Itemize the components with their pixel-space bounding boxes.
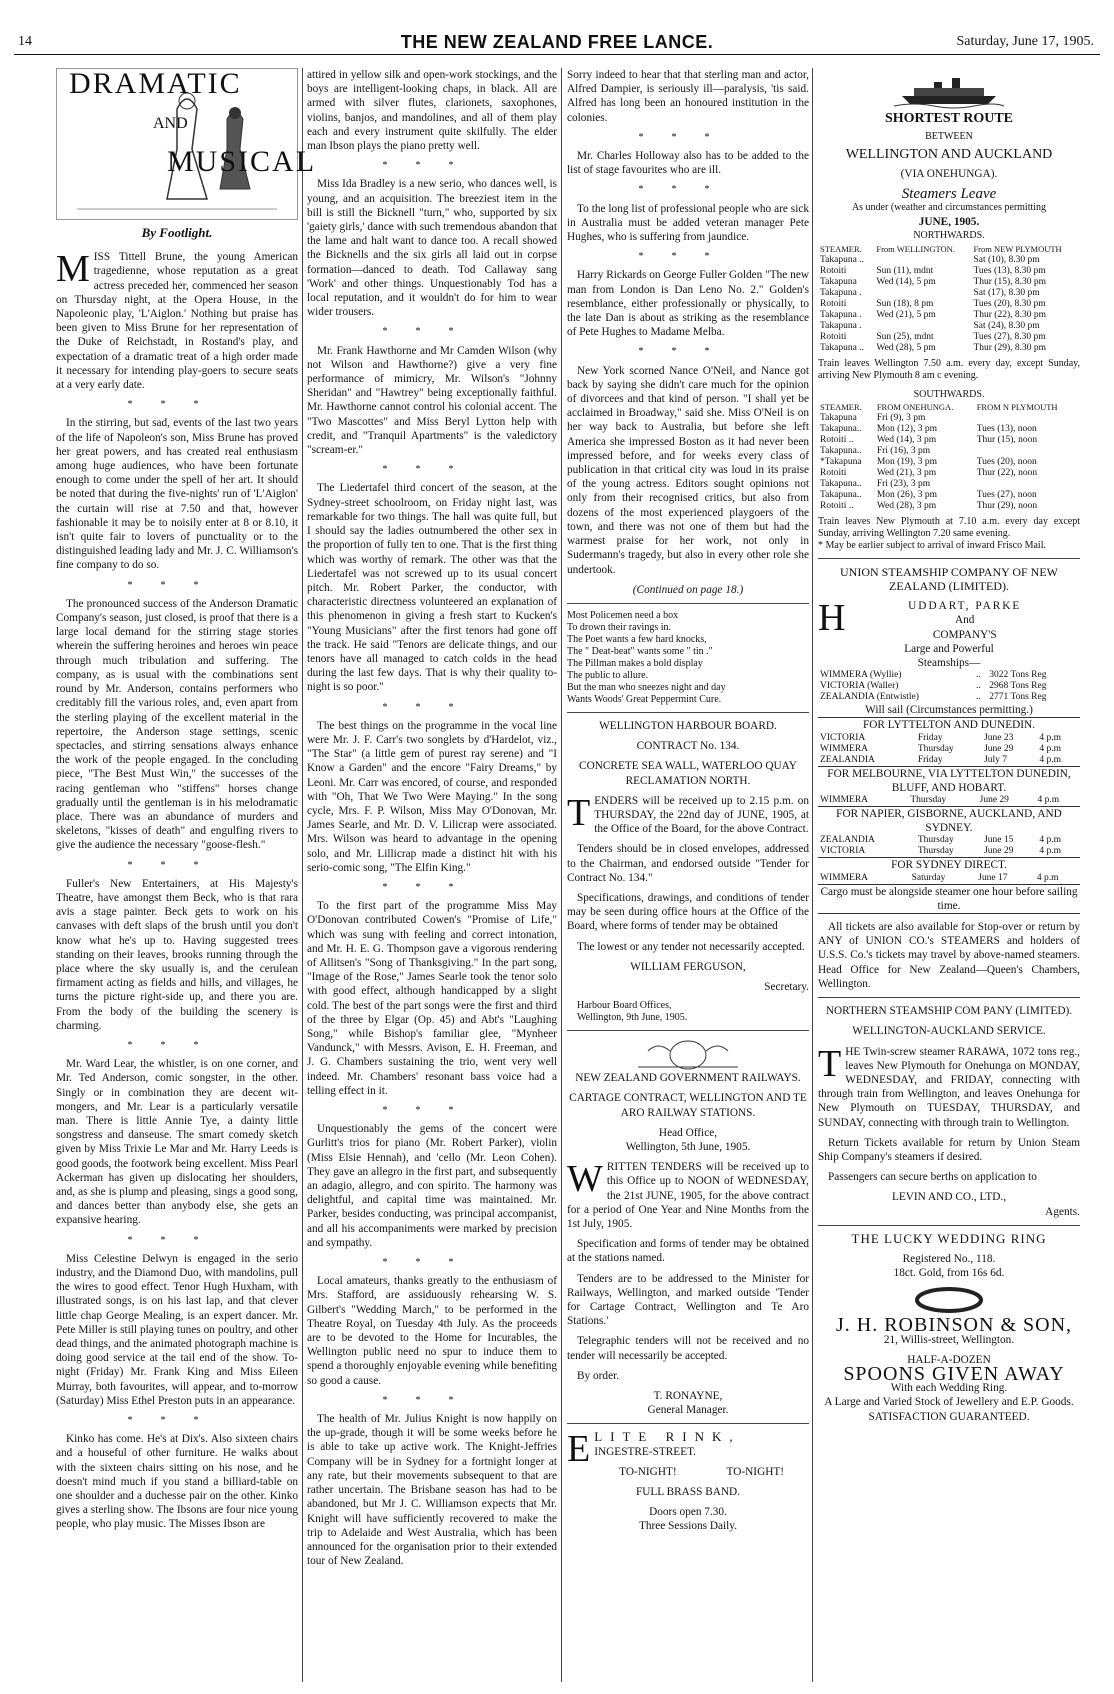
southwards-table: [818, 402, 1080, 512]
drop-cap: T: [818, 1042, 842, 1085]
table-cell: 3022 Tons Reg: [989, 670, 1047, 681]
table-cell: Sat (24), 8.30 pm: [973, 320, 1040, 331]
railways-title: NEW ZEALAND GOVERNMENT RAILWAYS.: [575, 1072, 801, 1085]
train-note: Train leaves New Plymouth at 7.10 a.m. every day except Sunday, arriving Wellington 7.20 same evening.: [818, 515, 1080, 539]
article-paragraph: Sorry indeed to hear that that sterling man and actor, Alfred Dampier, is seriously ill—paralysis, 'tis said. Alfred has long been an honoured institution in the colonies.: [567, 69, 809, 124]
service-paragraph: HE Twin-screw steamer RARAWA, 1072 tons reg., leaves New Plymouth for Onehunga on MONDAY, WEDNESDAY, and FRIDAY, connecting with through train from Wellington, and leaves Onehunga for New Plymouth on TUESDAY, THURSDAY, and SUNDAY, connecting with through train to Wellington.: [818, 1045, 1080, 1129]
fleet-table: [818, 670, 1080, 703]
column-divider: [561, 68, 562, 1682]
southwards-label: SOUTHWARDS.: [913, 388, 985, 400]
article-paragraph: New York scorned Nance O'Neil, and Nance got back by saying she didn't care much for the opinion of divorcees and that kind of person. "I shall yet be acclaimed in Broadway," said she. Miss O'Neil is on her way back to Australia, but before she left America she impressed Boston as it had never been impressed before, and for weeks every class of publication in that critical city was loud in its praise of the young actress. Editors sought opinions not only from their recognised critics, but also from dozens of the most experienced playgoers of the town, and there was not one of them but had the warmest praise for her work, not only in Sudermann's tragedy, but also in every other role she undertook.: [567, 364, 809, 576]
table-cell: Thur (22), 8.30 pm: [973, 309, 1047, 320]
tender-paragraph: The lowest or any tender not necessarily accepted.: [577, 940, 805, 953]
table-row: [818, 468, 1080, 479]
table-row: [818, 332, 1080, 343]
article-paragraph: Local amateurs, thanks greatly to the enthusiasm of Mrs. Stafford, are assiduously rehearsing W. S. Gilbert's "Wedding March," to be performed in the Theatre Royal, on Tuesday 4th July. As the proceeds are to be devoted to the Home for Incurables, the Wellington public need no spur to induce them to spend a thoroughly enjoyable evening while benefiting so good a cause.: [307, 1275, 557, 1387]
table-cell: ..: [975, 681, 981, 692]
article-paragraph: The best things on the programme in the vocal line were Mr. J. F. Carr's two songlets by d'Hardelot, viz., "The Star" (a little gem of purest ray serene) and "I Know a Garden" and the encore "Fairy Dreams," by Leoni. Mr. Carr was encored, of course, and responded with "Oh, That We Two Were Maying." In the song cycle, Mrs. F. P. Wilson, Miss May O'Donovan, Mr. James Searle, and Mr. D. V. Lilicrap were associated. Mrs. Wilson was heard to advantage in the opening solo, and Mr. Lillicrap made a distinct hit with his serio-comic song, "The Elfin King.": [307, 719, 557, 874]
section-separator: ***: [127, 399, 227, 411]
article-paragraph: Mr. Charles Holloway also has to be added to the list of stage favourites who are ill.: [567, 150, 809, 177]
column-divider: [302, 68, 303, 1682]
tender-paragraph: Specifications, drawings, and conditions of tender may be seen during office hours at the Office of the Board, where forms of tender may be obtained: [567, 891, 809, 933]
table-cell: Takapuna..: [820, 478, 862, 489]
tender-paragraph: Tenders should be in closed envelopes, addressed to the Chairman, and endorsed outside "Tender for Contract No. 134.": [567, 843, 809, 884]
table-cell: [975, 413, 1080, 424]
divider: [567, 603, 809, 604]
table-cell: Sat (10), 8.30 pm: [973, 254, 1040, 265]
table-cell: Tues (20), noon: [976, 456, 1037, 467]
office-date: Wellington, 9th June, 1905.: [577, 1012, 688, 1024]
section-separator: ***: [638, 184, 738, 196]
section-separator: ***: [382, 1394, 482, 1406]
table-cell: WIMMERA: [820, 795, 869, 806]
article-paragraph: Miss Celestine Delwyn is engaged in the serio industry, and the Diamond Duo, with mandolins, pull the wires to good effect. Tenor Hugh Huxham, with illustrated songs, is on his last lap, and that clever little chap George Mealing, is an expert dancer. Mr. Pete Miller is still playing tunes on poultry, and other dead things, and the animated photograph machine is doing good service at the tail end of the show. To-night (Friday) Mr. Frank King and Miss Eileen Murray, both favourites, will appear, and to-morrow (Saturday) Miss Ethel Preston puts in an appearance.: [56, 1252, 298, 1407]
article-paragraph: attired in yellow silk and open-work stockings, and the boys are intelligent-looking chaps, in black. All are armed with silver flutes, clarionets, saxophones, violins, banjos, and mandolines, and all of them play each and every instrument quite skilfully. The elder man Ibson plays the piano pretty well.: [307, 69, 557, 153]
section-separator: ***: [638, 251, 738, 263]
tender-paragraph: RITTEN TENDERS will be received up to this Office up to NOON of WEDNESDAY, the 21st JUNE, 1905, for the above contract for a period of One Year and Nine Months from the 1st July, 1905.: [567, 1161, 809, 1230]
railways-date: Wellington, 5th June, 1905.: [625, 1140, 751, 1153]
table-cell: Takapuna .: [820, 309, 862, 320]
table-cell: WIMMERA (Wyllie): [820, 670, 902, 681]
shortest-route-title: SHORTEST ROUTE: [884, 111, 1014, 126]
divider: [567, 1423, 809, 1424]
section-separator: ***: [382, 1257, 482, 1269]
section-separator: ***: [127, 859, 227, 871]
byline: By Footlight.: [141, 225, 213, 240]
table-row: [818, 457, 1080, 468]
tonight-label: TO-NIGHT!: [619, 1465, 677, 1478]
table-cell: June 17: [978, 872, 1008, 883]
drop-cap: H: [818, 597, 846, 640]
table-cell: 2968 Tons Reg: [989, 681, 1047, 692]
rink-doors: Doors open 7.30.: [649, 1506, 727, 1519]
article-paragraph: Unquestionably the gems of the concert were Gurlitt's trios for piano (Mr. Robert Parker), violin (Miss Elsie Hennah), and 'cello (Mr. Leon Cohen). They gave an allegro in the first part, and subsequently an adagio, allegro, and con spirito. The harmony was delightful, and capital time was maintained. Mr. Parker, besides conducting, was principal accompanist, and all his accompaniments were marked by precision and sympathy.: [307, 1123, 557, 1249]
table-cell: Takapuna: [820, 412, 857, 423]
table-cell: Thur (15), 8.30 pm: [973, 276, 1047, 287]
table-cell: Sun (18), 8 pm: [876, 298, 934, 309]
article-paragraph: The Liedertafel third concert of the season, at the Sydney-street schoolroom, on Friday night last, was remarkable for two things. The hall was quite full, but I should say the ladies outnumbered the other sex in the proportion of fully ten to one. That is the first thing which was worthy of remark. The other was that the Liedertafel was not screwed up to its usual concert pitch. Mr. Robert Parker, the conductor, with characteristic directness volunteered an explanation of this phenomenon in giving a fresh start to Kucken's "Young Musicians" after the first tenors had gone off the track. He said "Tenors are delicate things, and our tenors have all managed to catch colds in the head during the last few days. That is why their quality to-night is so poor.": [307, 482, 557, 694]
route-via: (VIA ONEHUNGA).: [900, 167, 998, 180]
route-title: FOR NAPIER, GISBORNE, AUCKLAND, AND SYDNEY.: [818, 806, 1080, 835]
article-paragraph: Harry Rickards on George Fuller Golden "The new man from London is Dan Leno No. 2." Golden's resemblance, either professionally or physically, to the late Dan is about as striking as the resemblance of Pete Hughes to Madame Melba.: [567, 269, 809, 339]
logo-word-and: AND: [153, 115, 188, 132]
logo-word-dramatic: DRAMATIC: [69, 67, 242, 100]
table-row: [818, 299, 1080, 310]
table-cell: Takapuna: [820, 276, 857, 287]
table-row: [818, 846, 1080, 857]
section-separator: ***: [382, 464, 482, 476]
article-paragraph: Miss Ida Bradley is a new serio, who dances well, is young, and an acquisition. The breeziest item in the bill is still the Bicknell "turn," who, supported by six 'gaiety girls,' dance with such tremendous abandon that the lame and halt want to dance too. A recall showed the Bicknells and the six girls all laid out in corpse formation—danced to death. Tod Callaway sang 'Work' and other things. Unquestionably Tod has a local reputation, and it wouldn't do for him to wear wider trousers.: [307, 178, 557, 319]
table-cell: Takapuna .: [820, 320, 862, 331]
table-row: [818, 310, 1080, 321]
table-row: [818, 795, 1080, 806]
huddart-company: COMPANY'S: [932, 628, 997, 641]
service-paragraph: Return Tickets available for return by Union Steam Ship Company's steamers if desired.: [818, 1136, 1080, 1163]
table-cell: Wed (21), 3 pm: [876, 467, 937, 478]
half-dozen: HALF-A-DOZEN: [907, 1353, 991, 1366]
lucky-ring-title: THE LUCKY WEDDING RING: [851, 1230, 1047, 1246]
cargo-note: Cargo must be alongside steamer one hour before sailing time.: [818, 884, 1080, 914]
table-row: [818, 479, 1080, 490]
table-cell: June 15: [984, 835, 1014, 846]
dramatic-musical-logo: [56, 67, 317, 220]
mail-note: * May be earlier subject to arrival of inward Frisco Mail.: [818, 539, 1046, 551]
poem-line: But the man who sneezes night and day: [567, 681, 726, 693]
masthead: [14, 28, 1100, 55]
table-cell: [975, 446, 1080, 457]
table-cell: Fri (23), 3 pm: [876, 478, 931, 489]
table-header: [818, 244, 1080, 255]
table-cell: ..: [975, 692, 981, 703]
table-cell: Wed (14), 5 pm: [876, 276, 936, 287]
contract-subject: CONCRETE SEA WALL, WATERLOO QUAY RECLAMATION NORTH.: [579, 760, 797, 787]
table-cell: ZEALANDIA: [820, 835, 875, 846]
divider: [818, 558, 1080, 559]
table-cell: Thursday: [917, 835, 954, 846]
column-3: [567, 68, 809, 1682]
table-cell: Wed (21), 5 pm: [876, 309, 936, 320]
article-paragraph: To the first part of the programme Miss May O'Donovan contributed Cowen's "Promise of Life," which was sung with feeling and correct intonation, and Mr. H. E. G. Thompson gave a vigorous rendering of Allitsen's "Song of Thanksgiving." In the part song, "Image of the Rose," James Searle took the tenor solo with good effect, although handicapped by a slight cold. The best of the part songs were the first and third of the three by Elgar (Op. 45) and Abt's "Laughing Song," while Bishop's familiar glee, "Mynheer Vandunck," with Messrs. Avison, E. H. Freeman, and J. G. Chambers sustaining the trio, went very well indeed. Mr. Chambers' resonant bass voice had a telling effect in it.: [307, 900, 557, 1097]
table-row: [818, 681, 1080, 692]
table-row: [818, 255, 1080, 266]
divider: [818, 1225, 1080, 1226]
table-row: [818, 435, 1080, 446]
steamships-label: Steamships—: [917, 657, 981, 670]
drop-cap: W: [567, 1158, 603, 1201]
poem-line: Wants Woods' Great Peppermint Cure.: [567, 693, 722, 705]
huddart-name: UDDART, PARKE: [908, 600, 1022, 613]
table-cell: WIMMERA: [820, 872, 869, 883]
table-cell: Friday: [917, 754, 943, 765]
table-cell: VICTORIA: [820, 846, 866, 857]
peppermint-poem: [567, 610, 809, 706]
table-cell: [975, 479, 1080, 490]
table-cell: [874, 255, 971, 266]
spoons-given-away: SPOONS GIVEN AWAY: [843, 1362, 1065, 1385]
table-row: [818, 446, 1080, 457]
agents-label: Agents.: [1045, 1205, 1080, 1218]
table-row: [818, 744, 1080, 755]
table-cell: 2771 Tons Reg: [989, 692, 1047, 703]
table-cell: Rotoiti: [820, 331, 847, 342]
logo-word-musical: MUSICAL: [167, 145, 317, 178]
large-powerful: Large and Powerful: [904, 642, 994, 655]
article-paragraph: ISS Tittell Brune, the young American tragedienne, whose reputation as a great actress preceded her, commenced her season on Thursday night, at the Opera House, in the Napoleonic play, 'L'Aiglon.' Nothing but praise has been given to Miss Brune for her representation of the Duke of Reichstadt, in Rostand's play, and expectation of a dramatic treat of a high order made it necessary for intending play-goers to secure seats at a very early date.: [56, 251, 298, 392]
page-number: 14: [18, 34, 32, 49]
column-header: FROM ONEHUNGA.: [876, 401, 954, 412]
steamship-icon: [894, 68, 1004, 108]
agent-name: LEVIN AND CO., LTD.,: [891, 1191, 1007, 1204]
table-row: [818, 733, 1080, 744]
section-separator: ***: [382, 326, 482, 338]
route-places: WELLINGTON AND AUCKLAND: [845, 147, 1053, 163]
table-cell: Takapuna..: [820, 445, 862, 456]
route-title: FOR MELBOURNE, VIA LYTTELTON DUNEDIN, BLUFF, AND HOBART.: [818, 766, 1080, 795]
table-cell: Thursday: [917, 743, 954, 754]
table-cell: 4 p.m: [1039, 754, 1062, 765]
table-header: [818, 402, 1080, 413]
huddart-and: And: [954, 614, 975, 627]
section-separator: ***: [638, 131, 738, 143]
table-cell: 4 p.m: [1039, 743, 1062, 754]
signatory-name: T. RONAYNE,: [653, 1390, 723, 1403]
drop-cap: M: [56, 248, 90, 291]
table-cell: 4 p.m: [1037, 795, 1060, 806]
table-cell: Takapuna..: [820, 489, 862, 500]
table-cell: June 29: [984, 846, 1014, 857]
section-separator: ***: [382, 701, 482, 713]
poem-line: The public to allure.: [567, 669, 649, 681]
section-separator: ***: [382, 160, 482, 172]
section-separator: ***: [127, 1234, 227, 1246]
wedding-ring-icon: [909, 1286, 989, 1314]
table-cell: ZEALANDIA: [820, 754, 875, 765]
table-cell: Fri (9), 3 pm: [876, 412, 926, 423]
signatory-role: General Manager.: [647, 1404, 729, 1417]
railways-subject: CARTAGE CONTRACT, WELLINGTON AND TE ARO RAILWAY STATIONS.: [569, 1092, 807, 1119]
table-cell: Thur (22), noon: [976, 467, 1038, 478]
table-cell: 4 p.m: [1036, 872, 1059, 883]
article-paragraph: Kinko has come. He's at Dix's. Also sixteen chairs and a houseful of other furniture. He walks about with the sixteen chairs sitting on his nose, and he doesn't mind much if you stand a billiard-table on one shoulder and a duchesse pair on the other. Kinko gives a sterling show. The Ibsons are four nice young people, who play music. The Misses Ibson are: [56, 1433, 298, 1531]
route-title: FOR LYTTELTON AND DUNEDIN.: [818, 717, 1080, 732]
section-separator: ***: [127, 1415, 227, 1427]
table-cell: Tues (27), 8.30 pm: [973, 331, 1046, 342]
column-header: From NEW PLYMOUTH: [973, 243, 1062, 254]
column-divider: [812, 68, 813, 1682]
jeweller-name: J. H. ROBINSON & SON,: [835, 1314, 1073, 1337]
table-cell: *Takapuna: [820, 456, 862, 467]
tonight-label: TO-NIGHT!: [726, 1465, 785, 1478]
poem-line: The Pillman makes a bold display: [567, 657, 703, 669]
divider: [567, 712, 809, 713]
coat-of-arms-icon: [628, 1037, 748, 1071]
table-cell: Thur (15), noon: [976, 434, 1038, 445]
jewellery-stock: A Large and Varied Stock of Jewellery and E.P. Goods.: [824, 1396, 1074, 1409]
table-row: [818, 413, 1080, 424]
table-cell: ..: [975, 670, 981, 681]
poem-line: Most Policemen need a box: [567, 609, 679, 621]
tender-paragraph: Specification and forms of tender may be obtained at the stations named.: [567, 1238, 809, 1265]
service-paragraph: Passengers can secure berths on application to: [828, 1171, 1037, 1184]
poem-line: The " Deat-beat" wants some " tin .": [567, 645, 713, 657]
ring-price: 18ct. Gold, from 16s 6d.: [893, 1267, 1005, 1280]
table-cell: Sat (17), 8.30 pm: [973, 287, 1040, 298]
weather-note: As under (weather and circumstances permitting: [851, 202, 1047, 214]
article-paragraph: In the stirring, but sad, events of the last two years of the life of Napoleon's son, Miss Brune has proved her great powers, and has created real enthusiasm among huge audiences, who have been fortunate enough to come under the spell of her art. It should be noted that during the five-nights' run of 'L'Aiglon' the curtain will rise at 7.50 and that, however fashionable it may be to noisily enter at 8 or 8.10, it isn't quite fair to lovers of punctuality or to the distinguished leading lady and Mr. J. C. Williamson's fine company to do so.: [56, 417, 298, 572]
divider: [818, 997, 1080, 998]
article-paragraph: The pronounced success of the Anderson Dramatic Company's season, just closed, is proof that there is a large local demand for the stirring stage stories wherein the suffering heroines and heroes win peace through much tribulation and suffering. The company, as is usual with the combinations sent round by Mr. Anderson, contains performers who creditably fill the various roles, and, even apart from the sterling playing of the excellent material in the repertoire, the Anderson stage settings, scenic spectacles, and stirring sensations always enhance the work of the people engaged. In the concluding piece, "The Best Must Win," the successes of the racing gentleman who "stiffens" horses change gradually until the gentleman is in his melodramatic place. There was an abundance of murders and skeletons, "kisses of death" and engulfing rivers to give the audience the necessary "goose-flesh.": [56, 597, 298, 852]
table-cell: Rotoiti ..: [820, 434, 854, 445]
table-cell: Tues (27), noon: [976, 489, 1037, 500]
table-cell: June 23: [984, 732, 1014, 743]
poem-line: The Poet wants a few hard knocks,: [567, 633, 707, 645]
table-cell: Thursday: [917, 846, 954, 857]
column-header: STEAMER.: [820, 243, 862, 254]
table-row: [818, 755, 1080, 766]
table-cell: WIMMERA: [820, 743, 869, 754]
table-cell: 4 p.m: [1039, 732, 1062, 743]
table-cell: Mon (12), 3 pm: [876, 423, 937, 434]
continued-note: (Continued on page 18.): [632, 583, 744, 596]
article-paragraph: To the long list of professional people who are sick in Australia must be added veteran manager Pete Hughes, who is suffering from jaundice.: [567, 202, 809, 244]
table-cell: Mon (26), 3 pm: [876, 489, 937, 500]
tickets-note: All tickets are also available for Stop-over or return by ANY of UNION CO.'s STEAMERS and holders of U.S.S. Co.'s tickets may travel by above-named steamers. Head Office for New Zealand—Queen's Chambers, Wellington.: [818, 921, 1080, 990]
table-cell: VICTORIA (Waller): [820, 681, 899, 692]
with-each-ring: With each Wedding Ring.: [890, 1382, 1008, 1395]
schedule-month: JUNE, 1905.: [918, 216, 980, 229]
contract-number: CONTRACT No. 134.: [636, 740, 740, 753]
table-cell: 4 p.m: [1039, 835, 1062, 846]
signatory-role: Secretary.: [764, 980, 809, 993]
table-cell: Takapuna .: [820, 287, 862, 298]
northwards-label: NORTHWARDS.: [913, 230, 985, 242]
head-office: Head Office,: [658, 1126, 718, 1139]
poem-line: To drown their ravings in.: [567, 621, 672, 633]
drop-cap: T: [567, 791, 591, 834]
table-cell: Sun (11), mdnt: [876, 265, 934, 276]
table-cell: Friday: [917, 732, 943, 743]
table-row: [818, 501, 1080, 512]
office-address: Harbour Board Offices,: [577, 1000, 672, 1012]
table-cell: Fri (16), 3 pm: [876, 445, 931, 456]
divider: [567, 1030, 809, 1031]
rink-band: FULL BRASS BAND.: [635, 1486, 741, 1499]
ring-registration: Registered No., 118.: [902, 1252, 996, 1265]
table-cell: Rotoiti: [820, 265, 847, 276]
table-cell: Thur (29), 8.30 pm: [973, 342, 1047, 353]
column-2: [307, 68, 557, 1682]
table-cell: Takapuna..: [820, 423, 862, 434]
table-row: [818, 873, 1080, 884]
signatory-name: WILLIAM FERGUSON,: [630, 960, 746, 973]
table-row: [818, 424, 1080, 435]
by-order: By order.: [577, 1369, 620, 1382]
table-row: [818, 343, 1080, 354]
union-steamship-title: UNION STEAMSHIP COMPANY OF NEW ZEALAND (LIMITED).: [839, 564, 1059, 594]
table-row: [818, 490, 1080, 501]
harbour-board-title: WELLINGTON HARBOUR BOARD.: [599, 719, 777, 732]
train-note: Train leaves Wellington 7.50 a.m. every day, except Sunday, arriving New Plymouth 8 am c evening.: [818, 357, 1080, 381]
rink-address: INGESTRE-STREET.: [594, 1445, 696, 1458]
section-separator: ***: [127, 579, 227, 591]
rink-tonight-row: [594, 1465, 809, 1479]
article-paragraph: The health of Mr. Julius Knight is now happily on the up-grade, though it will be some weeks before he is able to take up active work. The Knight-Jeffries Company will be in Sydney for a fortnight longer at any rate, but their movements subsequent to that are rather uncertain. The Brisbane season has had to be abandoned, but Mr J. C. Williamson expects that Mr. Knight will have sufficiently recovered to make the trip to Adelaide and West Australia, which has been announced for the organisation prior to their extended tour of New Zealand.: [307, 1413, 557, 1568]
table-cell: Mon (19), 3 pm: [876, 456, 937, 467]
table-cell: Rotoiti ..: [820, 500, 854, 511]
table-cell: Saturday: [911, 872, 946, 883]
table-cell: Wed (28), 5 pm: [876, 342, 936, 353]
newspaper-title: THE NEW ZEALAND FREE LANCE.: [400, 32, 714, 52]
route-table: [818, 835, 1080, 857]
jeweller-address: 21, Willis-street, Wellington.: [883, 1333, 1015, 1346]
column-1: [56, 67, 317, 1682]
will-sail: Will sail (Circumstances permitting.): [865, 704, 1033, 717]
rink-sessions: Three Sessions Daily.: [638, 1520, 738, 1533]
section-separator: ***: [127, 1039, 227, 1051]
table-cell: [874, 321, 971, 332]
table-cell: VICTORIA: [820, 732, 866, 743]
table-row: [818, 670, 1080, 681]
tender-paragraph: ENDERS will be received up to 2.15 p.m. on THURSDAY, the 22nd day of JUNE, 1905, at the Office of the Board, for the above Contract.: [594, 794, 809, 836]
table-cell: Thursday: [910, 795, 947, 806]
route-table: [818, 795, 1080, 806]
table-cell: Rotoiti: [820, 467, 847, 478]
steamers-leave: Steamers Leave: [901, 185, 997, 202]
table-cell: July 7: [984, 754, 1008, 765]
table-row: [818, 277, 1080, 288]
column-4: [818, 68, 1080, 1682]
article-paragraph: Mr. Frank Hawthorne and Mr Camden Wilson (why not Wilson and Hawthorne?) give a very fine performance of mimicry, Mr. Wilson's "Johnny Sheridan" and "Hawtrey" being exceptionally faithful. Mr. Hawthorne cannot control his colonial accent. The "Two Mascottes" and Miss Beryl Lytton help with credit, and "Tranquil Apartments" is the valedictory "scream-er.": [307, 344, 557, 457]
route-title: FOR SYDNEY DIRECT.: [818, 857, 1080, 872]
table-cell: 4 p.m: [1039, 846, 1062, 857]
table-cell: Takapuna ..: [820, 254, 864, 265]
table-cell: Thur (29), noon: [976, 500, 1038, 511]
northwards-table: [818, 244, 1080, 354]
drop-cap: E: [567, 1428, 591, 1471]
table-cell: Wed (14), 3 pm: [876, 434, 937, 445]
column-header: STEAMER.: [820, 401, 862, 412]
table-cell: [874, 288, 971, 299]
table-cell: June 29: [984, 743, 1014, 754]
northern-steamship-title: NORTHERN STEAMSHIP COM PANY (LIMITED).: [825, 1005, 1073, 1018]
article-paragraph: Mr. Ward Lear, the whistler, is on one corner, and Mr. Ted Anderson, comic songster, in the other. Singly or in combination they are decent wit-mongers, and Mr. Lear is a particularly versatile man. There is little Annie Tye, a dainty little songstress and danseuse. The smart comedy sketch given by Miss Trixie Le Mar and Mr. Harry Leeds is good goods, the footwork being excellent. Miss Pearl Ackerman has given up dislocating her shoulders, and, as she is plump and pleasing, sings a good song, and dances better than anybody else, she gets an expansive hearing.: [56, 1058, 298, 1227]
table-cell: Tues (20), 8.30 pm: [973, 298, 1046, 309]
table-cell: Wed (28), 3 pm: [876, 500, 937, 511]
table-row: [818, 266, 1080, 277]
table-cell: Tues (13), noon: [976, 423, 1037, 434]
tender-paragraph: Tenders are to be addressed to the Minister for Railways, Wellington, and marked outside 'Tender for Cartage Contract, Wellington and Te Aro Stations.': [567, 1272, 809, 1328]
rink-title: LITE RINK,: [594, 1429, 741, 1445]
tender-paragraph: Telegraphic tenders will not be received and no tender will necessarily be accepted.: [567, 1335, 809, 1362]
column-header: FROM N PLYMOUTH: [976, 401, 1058, 412]
table-cell: June 29: [979, 795, 1009, 806]
issue-date: Saturday, June 17, 1905.: [956, 34, 1094, 49]
between-label: BETWEEN: [925, 131, 973, 143]
table-cell: ZEALANDIA (Entwistle): [820, 692, 919, 703]
service-title: WELLINGTON-AUCKLAND SERVICE.: [852, 1025, 1046, 1038]
table-cell: Tues (13), 8.30 pm: [973, 265, 1046, 276]
table-row: [818, 288, 1080, 299]
satisfaction-guaranteed: SATISFACTION GUARANTEED.: [868, 1410, 1030, 1423]
section-separator: ***: [382, 881, 482, 893]
table-cell: Sun (25), mdnt: [876, 331, 934, 342]
route-table: [818, 733, 1080, 766]
route-table: [818, 873, 1080, 884]
section-separator: ***: [382, 1105, 482, 1117]
column-header: From WELLINGTON.: [876, 243, 955, 254]
table-cell: Takapuna ..: [820, 342, 864, 353]
table-row: [818, 692, 1080, 703]
table-cell: Rotoiti: [820, 298, 847, 309]
article-paragraph: Fuller's New Entertainers, at His Majesty's Theatre, have amongst them Beck, who is that rara avis a stage painter. Beck gets to work on his canvases with deft slaps of the brush until you don't know what he's up to. Having suggested trees standing on their leaves, brooks running through the place where the sky usually is, and the cerulean firmament acting as fields and hills, and villages, he turns the picture right-side up, and there you are. From the body of the building the scenery is charming.: [56, 877, 298, 1032]
table-row: [818, 835, 1080, 846]
section-separator: ***: [638, 346, 738, 358]
table-row: [818, 321, 1080, 332]
